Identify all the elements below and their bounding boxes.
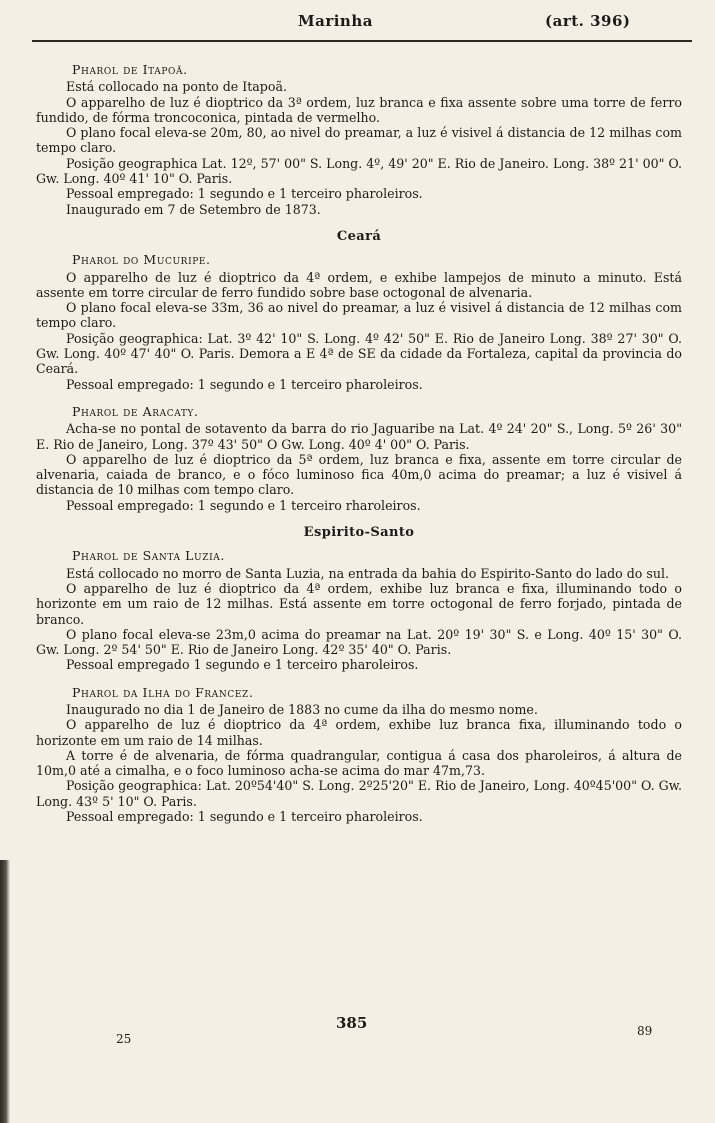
section-heading: Pharol de Aracaty. [72,403,199,419]
paragraph: Está collocado na ponto de Itapoã. [66,79,287,95]
paragraph: Posição geographica: Lat. 20º54'40" S. Long. 2º25'20" E. Rio de Janeiro, Long. 40º45'00" O. Gw. Long. 43º 5' 10" O. Paris. [36,778,682,809]
binding-edge-shadow [0,860,10,1123]
signature-mark: 25 [116,1032,132,1046]
paragraph: O plano focal eleva-se 20m, 80, ao nivel do preamar, a luz é visivel á distancia de 12 milhas com tempo claro. [36,125,682,156]
paragraph: O plano focal eleva-se 23m,0 acima do preamar na Lat. 20º 19' 30" S. e Long. 40º 15' 30" O. Gw. Long. 2º 54' 50" E. Rio de Janeiro Long. 42º 35' 40" O. Paris. [36,626,682,658]
paragraph: O apparelho de luz é dioptrico da 4ª ordem, exhibe luz branca fixa, illuminando todo o horizonte em um raio de 14 milhas. [36,717,682,748]
section-heading: Pharol da Ilha do Francez. [72,684,254,700]
section-mucuripe [36,252,682,392]
section-itapoa [36,62,682,217]
section-heading: Pharol de Itapoã. [72,62,188,77]
paragraph: Posição geographica Lat. 12º, 57' 00" S. Long. 4º, 49' 20" E. Rio de Janeiro. Long. 38º 21' 00" O. Gw. Long. 40º 41' 10" O. Paris. [36,155,682,187]
page-footer [0,1012,715,1052]
section-heading: Pharol de Santa Luzia. [72,548,225,564]
paragraph: Pessoal empregado: 1 segundo e 1 terceiro pharoleiros. [66,809,423,825]
paragraph: Pessoal empregado: 1 segundo e 1 terceiro pharoleiros. [66,376,423,392]
paragraph: Acha-se no pontal de sotavento da barra do rio Jaguaribe na Lat. 4º 24' 20" S., Long. 5º 26' 30" E. Rio de Janeiro, Long. 37º 43' 50" O Gw. Long. 40º 4' 00" O. Paris. [36,421,682,452]
paragraph: O plano focal eleva-se 33m, 36 ao nivel do preamar, a luz é visivel á distancia de 12 milhas com tempo claro. [36,300,682,331]
header-rule [32,40,692,42]
paragraph: Pessoal empregado: 1 segundo e 1 terceiro pharoleiros. [66,186,423,202]
page-number: 385 [336,1014,368,1032]
region-heading-espirito-santo: Espirito-Santo [303,525,415,541]
paragraph: Inaugurado no dia 1 de Janeiro de 1883 no cume da ilha do mesmo nome. [66,701,538,717]
section-heading: Pharol do Mucuripe. [72,252,211,268]
paragraph: Inaugurado em 7 de Setembro de 1873. [66,201,321,217]
marginal-number: 89 [637,1024,653,1038]
section-santa-luzia [36,548,682,672]
page-body [36,62,682,836]
paragraph: A torre é de alvenaria, de fórma quadrangular, contigua á casa dos pharoleiros, á altura de 10m,0 até a cimalha, e o foco luminoso acha-se acima do mar 47m,73. [36,747,682,779]
paragraph: Posição geographica: Lat. 3º 42' 10" S. Long. 4º 42' 50" E. Rio de Janeiro Long. 38º 27' 30" O. Gw. Long. 40º 47' 40" O. Paris. Demora a E 4ª de SE da cidade da Fortaleza, capital da provincia do Ceará. [36,330,682,377]
paragraph: Está collocado no morro de Santa Luzia, na entrada da bahia do Espirito-Santo do lado do sul. [66,565,669,581]
paragraph: O apparelho de luz é dioptrico da 5ª ordem, luz branca e fixa, assente em torre circular de alvenaria, caiada de branco, e o fóco luminoso fica 40m,0 acima do preamar; a luz é visivel á distancia de 10 milhas com tempo claro. [36,451,682,498]
paragraph: Pessoal empregado: 1 segundo e 1 terceiro rharoleiros. [66,497,421,513]
paragraph: Pessoal empregado 1 segundo e 1 terceiro pharoleiros. [66,657,419,673]
running-title: Marinha [298,12,373,30]
section-aracaty [36,404,682,513]
paragraph: O apparelho de luz é dioptrico da 4ª ordem, e exhibe lampejos de minuto a minuto. Está assente em torre circular de ferro fundido sobre base octogonal de alvenaria. [36,269,682,300]
region-heading-ceara: Ceará [336,228,382,244]
article-reference: (art. 396) [545,12,631,30]
paragraph: O apparelho de luz é dioptrico da 3ª ordem, luz branca e fixa assente sobre uma torre de ferro fundido, de fórma troncoconica, pintada de vermelho. [36,94,682,125]
paragraph: O apparelho de luz é dioptrico da 4ª ordem, exhibe luz branca e fixa, illuminando todo o horizonte em um raio de 12 milhas. Está assente em torre octogonal de ferro forjado, pintada de branco. [36,580,682,627]
section-ilha-do-francez [36,685,682,825]
